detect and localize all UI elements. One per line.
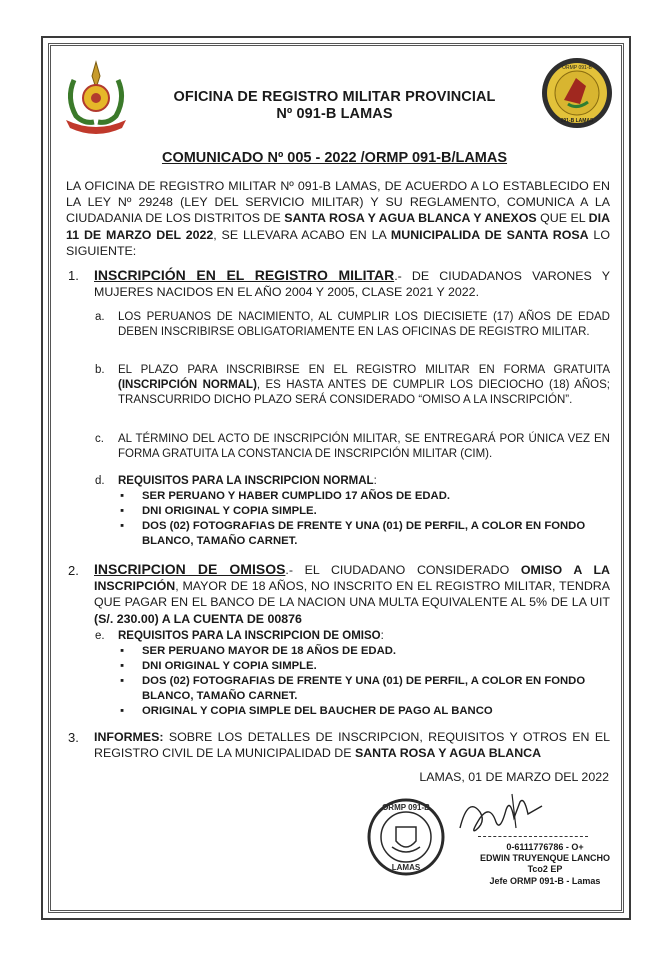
army-emblem-logo [60, 58, 132, 134]
item-d-heading: REQUISITOS PARA LA INSCRIPCION NORMAL: [118, 475, 377, 487]
section-3-number: 3. [68, 730, 79, 745]
signer-name: EDWIN TRUYENQUE LANCHO [480, 853, 610, 863]
section-2-heading: INSCRIPCION DE OMISOS [94, 561, 286, 577]
item-a-text: LOS PERUANOS DE NACIMIENTO, AL CUMPLIR LOS DIECISIETE (17) AÑOS DE EDAD DEBEN INSCRIBIRSE OBLIGATORIAMENTE EN LAS OFICINAS DE REGISTRO MILITAR. [118, 311, 610, 339]
signer-position: Jefe ORMP 091-B - Lamas [489, 876, 601, 886]
requirements-normal-list [120, 489, 610, 549]
intro-paragraph: LA OFICINA DE REGISTRO MILITAR Nº 091-B LAMAS, DE ACUERDO A LO ESTABLECIDO EN LA LEY Nº 29248 (LEY DEL SERVICIO MILITAR) Y SU REGLAMENTO, COMUNICA A LA CIUDADANIA DE LOS DISTRITOS DE SANTA ROSA Y AGUA BLANCA Y ANEXOS QUE EL DIA 11 DE MARZO DEL 2022, SE LLEVARA ACABO EN LA MUNICIPALIDA DE SANTA ROSA LO SIGUIENTE: [66, 179, 611, 258]
ormp-circular-logo [540, 56, 614, 130]
item-b-letter: b. [95, 364, 105, 376]
seal-top-text: ORMP 091-B [382, 803, 430, 812]
official-seal-stamp [366, 797, 446, 877]
section-3-heading: INFORMES: [94, 730, 164, 744]
section-2-text: INSCRIPCION DE OMISOS.- EL CIUDADANO CONSIDERADO OMISO A LA INSCRIPCIÓN, MAYOR DE 18 AÑOS, NO INSCRITO EN EL REGISTRO MILITAR, TENDRA QUE PAGAR EN EL BANCO DE LA NACION UNA MULTA EQUIVALENTE AL 5% DE LA UIT (S/. 230.00) A LA CUENTA DE 00876 [94, 561, 610, 626]
section-1-heading: INSCRIPCIÓN EN EL REGISTRO MILITAR [94, 267, 395, 283]
item-c-text: AL TÉRMINO DEL ACTO DE INSCRIPCIÓN MILITAR, SE ENTREGARÁ POR ÚNICA VEZ EN FORMA GRATUITA LA CONSTANCIA DE INSCRIPCIÓN MILITAR (CIM). [118, 433, 610, 461]
list-item: ▪ DNI ORIGINAL Y COPIA SIMPLE. [120, 505, 317, 517]
list-item: ▪ DOS (02) FOTOGRAFIAS DE FRENTE Y UNA (01) DE PERFIL, A COLOR EN FONDO BLANCO, TAMAÑO CARNET. [120, 675, 586, 702]
signature-line [478, 836, 588, 837]
signer-id: 0-6111776786 - O+ [506, 842, 584, 852]
section-1-number: 1. [68, 268, 79, 283]
section-3-text: INFORMES: SOBRE LOS DETALLES DE INSCRIPCION, REQUISITOS Y OTROS EN EL REGISTRO CIVIL DE LA MUNICIPALIDAD DE SANTA ROSA Y AGUA BLANCA [94, 730, 610, 761]
document-date: LAMAS, 01 DE MARZO DEL 2022 [419, 770, 609, 784]
emblem-top-text: ORMP 091-B [562, 65, 592, 71]
item-a-letter: a. [95, 311, 105, 323]
item-b-text: EL PLAZO PARA INSCRIBIRSE EN EL REGISTRO MILITAR EN FORMA GRATUITA (INSCRIPCIÓN NORMAL), ES HASTA ANTES DE CUMPLIR LOS DIECIOCHO (18) AÑOS; TRANSCURRIDO DICHO PLAZO SERÁ CONSIDERADO “OMISO A LA INSCRIPCIÓN”. [118, 364, 610, 407]
seal-bottom-text: LAMAS [391, 863, 421, 872]
office-name: OFICINA DE REGISTRO MILITAR PROVINCIAL [173, 89, 496, 105]
list-item: ▪ DOS (02) FOTOGRAFIAS DE FRENTE Y UNA (01) DE PERFIL, A COLOR EN FONDO BLANCO, TAMAÑO CARNET. [120, 520, 586, 547]
requirements-omiso-list [120, 644, 610, 719]
list-item: ▪ ORIGINAL Y COPIA SIMPLE DEL BAUCHER DE PAGO AL BANCO [120, 705, 493, 717]
list-item: ▪ DNI ORIGINAL Y COPIA SIMPLE. [120, 660, 317, 672]
section-2-number: 2. [68, 563, 79, 578]
item-c-letter: c. [95, 433, 104, 445]
signer-rank: Tco2 EP [527, 864, 563, 874]
emblem-bottom-text: 091-B LAMAS [560, 118, 594, 124]
list-item: ▪ SER PERUANO MAYOR DE 18 AÑOS DE EDAD. [120, 645, 397, 657]
item-e-heading: REQUISITOS PARA LA INSCRIPCION DE OMISO: [118, 630, 384, 642]
item-d-letter: d. [95, 475, 105, 487]
section-1-text: INSCRIPCIÓN EN EL REGISTRO MILITAR.- DE CIUDADANOS VARONES Y MUJERES NACIDOS EN EL AÑO 2004 Y 2005, CLASE 2021 Y 2022. [94, 267, 610, 300]
office-number: Nº 091-B LAMAS [276, 106, 393, 122]
handwritten-signature [450, 788, 550, 843]
item-e-letter: e. [95, 630, 105, 642]
communique-title: COMUNICADO Nº 005 - 2022 /ORMP 091-B/LAMAS [161, 150, 508, 166]
list-item: ▪ SER PERUANO Y HABER CUMPLIDO 17 AÑOS DE EDAD. [120, 490, 450, 502]
